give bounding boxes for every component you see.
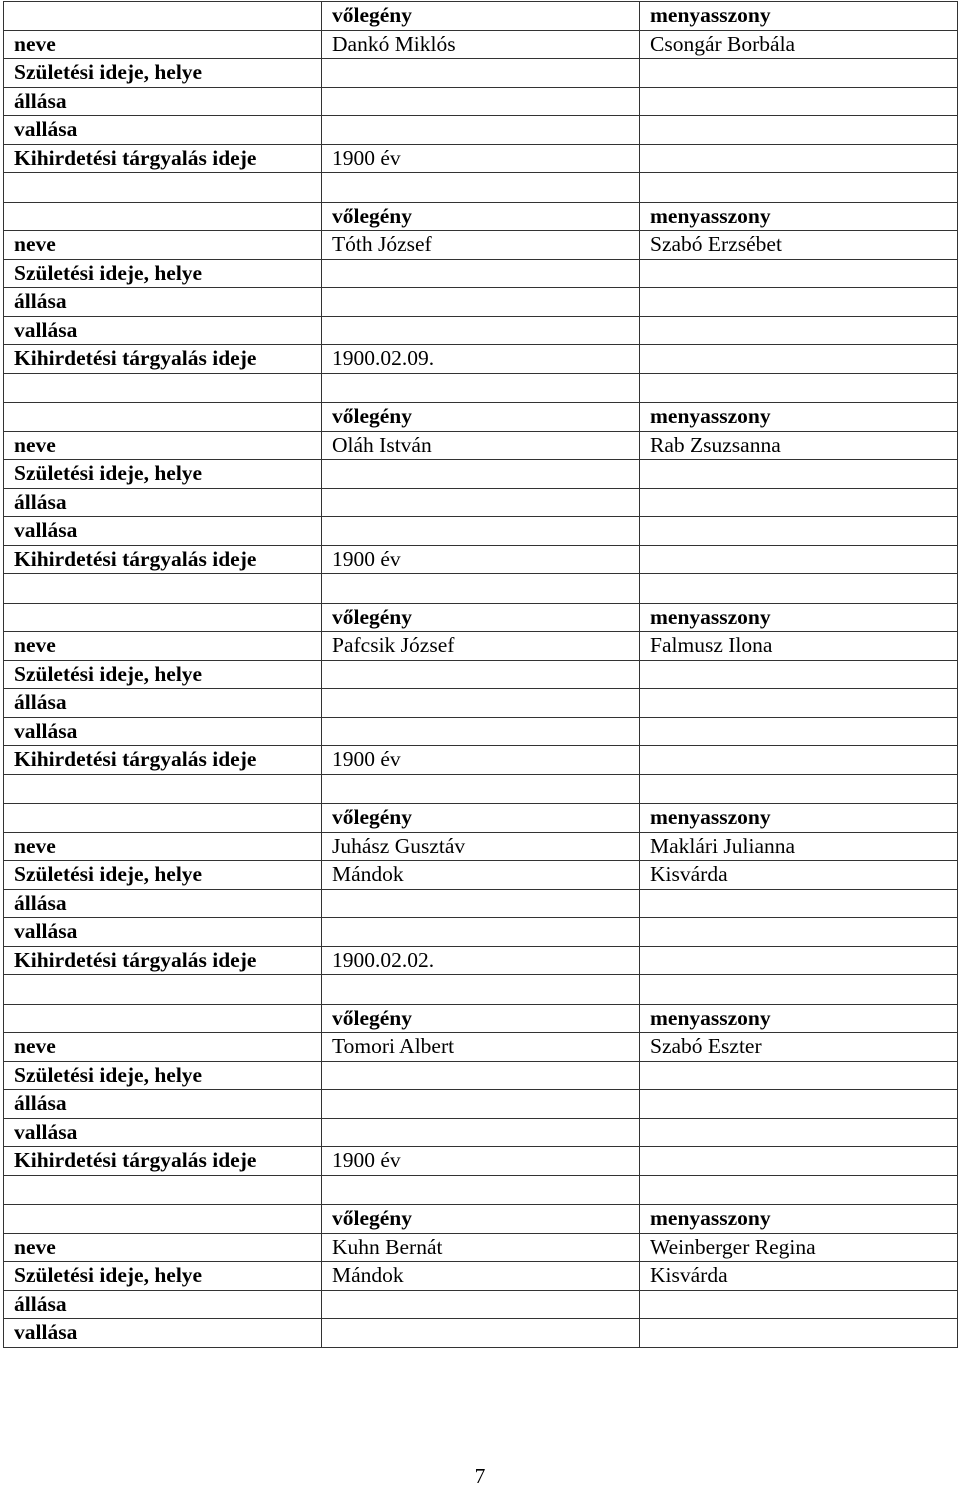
bride-occupation	[640, 87, 958, 116]
bride-religion	[640, 316, 958, 345]
bride-occupation	[640, 689, 958, 718]
label-cell-empty	[4, 403, 322, 432]
groom-occupation	[322, 87, 640, 116]
groom-name: Kuhn Bernát	[322, 1233, 640, 1262]
groom-religion	[322, 717, 640, 746]
groom-birth	[322, 460, 640, 489]
label-cell-empty	[4, 202, 322, 231]
record-name-row	[4, 431, 958, 460]
record-separator-row	[4, 173, 958, 203]
religion-label: vallása	[4, 918, 322, 947]
record-birth-row	[4, 861, 958, 890]
record-separator-row	[4, 774, 958, 804]
bride-occupation	[640, 288, 958, 317]
record-announcement-row	[4, 746, 958, 775]
groom-religion	[322, 1118, 640, 1147]
record-birth-row	[4, 1061, 958, 1090]
bride-birth	[640, 460, 958, 489]
record-occupation-row	[4, 889, 958, 918]
bride-heading: menyasszony	[640, 2, 958, 31]
groom-heading: vőlegény	[322, 202, 640, 231]
label-cell-empty	[4, 1004, 322, 1033]
announcement-empty	[640, 545, 958, 574]
occupation-label: állása	[4, 87, 322, 116]
bride-name: Maklári Julianna	[640, 832, 958, 861]
record-birth-row	[4, 59, 958, 88]
separator-cell	[4, 373, 322, 403]
label-cell-empty	[4, 1205, 322, 1234]
bride-name: Rab Zsuzsanna	[640, 431, 958, 460]
birth-label: Születési ideje, helye	[4, 1262, 322, 1291]
bride-heading: menyasszony	[640, 804, 958, 833]
record-birth-row	[4, 460, 958, 489]
name-label: neve	[4, 431, 322, 460]
record-religion-row	[4, 116, 958, 145]
groom-heading: vőlegény	[322, 804, 640, 833]
record-header-row	[4, 403, 958, 432]
birth-label: Születési ideje, helye	[4, 1061, 322, 1090]
announcement-label: Kihirdetési tárgyalás ideje	[4, 1147, 322, 1176]
record-separator-row	[4, 975, 958, 1005]
bride-occupation	[640, 1290, 958, 1319]
separator-cell	[322, 774, 640, 804]
separator-cell	[322, 373, 640, 403]
groom-heading: vőlegény	[322, 2, 640, 31]
birth-label: Születési ideje, helye	[4, 59, 322, 88]
record-header-row	[4, 1205, 958, 1234]
bride-birth	[640, 259, 958, 288]
religion-label: vallása	[4, 1118, 322, 1147]
religion-label: vallása	[4, 517, 322, 546]
separator-cell	[640, 1175, 958, 1205]
occupation-label: állása	[4, 488, 322, 517]
record-announcement-row	[4, 946, 958, 975]
record-occupation-row	[4, 689, 958, 718]
label-cell-empty	[4, 804, 322, 833]
announcement-date: 1900.02.02.	[322, 946, 640, 975]
register-body	[4, 2, 958, 1348]
groom-name: Juhász Gusztáv	[322, 832, 640, 861]
separator-cell	[4, 1175, 322, 1205]
groom-birth	[322, 59, 640, 88]
groom-name: Tóth József	[322, 231, 640, 260]
separator-cell	[322, 574, 640, 604]
bride-name: Falmusz Ilona	[640, 632, 958, 661]
groom-occupation	[322, 488, 640, 517]
groom-name: Tomori Albert	[322, 1033, 640, 1062]
groom-birth: Mándok	[322, 1262, 640, 1291]
bride-heading: menyasszony	[640, 403, 958, 432]
groom-religion	[322, 918, 640, 947]
name-label: neve	[4, 231, 322, 260]
groom-occupation	[322, 1290, 640, 1319]
birth-label: Születési ideje, helye	[4, 660, 322, 689]
separator-cell	[322, 173, 640, 203]
groom-birth	[322, 1061, 640, 1090]
record-religion-row	[4, 1319, 958, 1348]
bride-name: Szabó Eszter	[640, 1033, 958, 1062]
bride-heading: menyasszony	[640, 603, 958, 632]
religion-label: vallása	[4, 1319, 322, 1348]
groom-heading: vőlegény	[322, 1004, 640, 1033]
groom-birth	[322, 660, 640, 689]
groom-name: Oláh István	[322, 431, 640, 460]
groom-occupation	[322, 689, 640, 718]
announcement-empty	[640, 1147, 958, 1176]
separator-cell	[322, 1175, 640, 1205]
record-occupation-row	[4, 87, 958, 116]
record-header-row	[4, 603, 958, 632]
announcement-empty	[640, 746, 958, 775]
separator-cell	[640, 373, 958, 403]
record-header-row	[4, 1004, 958, 1033]
record-header-row	[4, 804, 958, 833]
record-occupation-row	[4, 288, 958, 317]
bride-birth: Kisvárda	[640, 1262, 958, 1291]
record-name-row	[4, 30, 958, 59]
record-separator-row	[4, 574, 958, 604]
groom-heading: vőlegény	[322, 603, 640, 632]
groom-heading: vőlegény	[322, 1205, 640, 1234]
announcement-date: 1900 év	[322, 144, 640, 173]
separator-cell	[640, 975, 958, 1005]
groom-birth	[322, 259, 640, 288]
record-religion-row	[4, 717, 958, 746]
bride-religion	[640, 918, 958, 947]
announcement-date: 1900.02.09.	[322, 345, 640, 374]
announcement-label: Kihirdetési tárgyalás ideje	[4, 144, 322, 173]
record-occupation-row	[4, 1090, 958, 1119]
record-announcement-row	[4, 1147, 958, 1176]
announcement-label: Kihirdetési tárgyalás ideje	[4, 545, 322, 574]
announcement-date: 1900 év	[322, 1147, 640, 1176]
record-announcement-row	[4, 545, 958, 574]
record-announcement-row	[4, 144, 958, 173]
birth-label: Születési ideje, helye	[4, 861, 322, 890]
groom-occupation	[322, 889, 640, 918]
separator-cell	[4, 975, 322, 1005]
record-separator-row	[4, 373, 958, 403]
record-religion-row	[4, 918, 958, 947]
bride-name: Weinberger Regina	[640, 1233, 958, 1262]
announcement-date: 1900 év	[322, 746, 640, 775]
groom-religion	[322, 116, 640, 145]
record-header-row	[4, 2, 958, 31]
birth-label: Születési ideje, helye	[4, 460, 322, 489]
record-announcement-row	[4, 345, 958, 374]
name-label: neve	[4, 632, 322, 661]
record-name-row	[4, 1033, 958, 1062]
bride-name: Szabó Erzsébet	[640, 231, 958, 260]
separator-cell	[322, 975, 640, 1005]
name-label: neve	[4, 1233, 322, 1262]
name-label: neve	[4, 1033, 322, 1062]
groom-birth: Mándok	[322, 861, 640, 890]
occupation-label: állása	[4, 1290, 322, 1319]
record-occupation-row	[4, 488, 958, 517]
religion-label: vallása	[4, 316, 322, 345]
bride-religion	[640, 1319, 958, 1348]
announcement-label: Kihirdetési tárgyalás ideje	[4, 946, 322, 975]
name-label: neve	[4, 30, 322, 59]
label-cell-empty	[4, 603, 322, 632]
record-religion-row	[4, 316, 958, 345]
separator-cell	[4, 173, 322, 203]
announcement-empty	[640, 345, 958, 374]
record-birth-row	[4, 1262, 958, 1291]
religion-label: vallása	[4, 116, 322, 145]
announcement-empty	[640, 946, 958, 975]
announcement-empty	[640, 144, 958, 173]
record-religion-row	[4, 1118, 958, 1147]
record-name-row	[4, 832, 958, 861]
bride-heading: menyasszony	[640, 1205, 958, 1234]
bride-birth	[640, 660, 958, 689]
marriage-register-table	[3, 1, 958, 1348]
record-birth-row	[4, 259, 958, 288]
label-cell-empty	[4, 2, 322, 31]
occupation-label: állása	[4, 1090, 322, 1119]
bride-birth	[640, 1061, 958, 1090]
record-name-row	[4, 632, 958, 661]
separator-cell	[4, 574, 322, 604]
bride-occupation	[640, 889, 958, 918]
groom-occupation	[322, 288, 640, 317]
separator-cell	[640, 774, 958, 804]
groom-religion	[322, 316, 640, 345]
bride-birth: Kisvárda	[640, 861, 958, 890]
announcement-label: Kihirdetési tárgyalás ideje	[4, 345, 322, 374]
birth-label: Születési ideje, helye	[4, 259, 322, 288]
record-name-row	[4, 1233, 958, 1262]
record-name-row	[4, 231, 958, 260]
bride-heading: menyasszony	[640, 202, 958, 231]
groom-religion	[322, 1319, 640, 1348]
record-separator-row	[4, 1175, 958, 1205]
bride-occupation	[640, 1090, 958, 1119]
bride-religion	[640, 517, 958, 546]
bride-birth	[640, 59, 958, 88]
page-number: 7	[474, 1464, 486, 1488]
groom-religion	[322, 517, 640, 546]
bride-name: Csongár Borbála	[640, 30, 958, 59]
occupation-label: állása	[4, 889, 322, 918]
occupation-label: állása	[4, 288, 322, 317]
record-header-row	[4, 202, 958, 231]
name-label: neve	[4, 832, 322, 861]
record-occupation-row	[4, 1290, 958, 1319]
bride-heading: menyasszony	[640, 1004, 958, 1033]
bride-religion	[640, 116, 958, 145]
occupation-label: állása	[4, 689, 322, 718]
groom-heading: vőlegény	[322, 403, 640, 432]
groom-name: Dankó Miklós	[322, 30, 640, 59]
religion-label: vallása	[4, 717, 322, 746]
separator-cell	[4, 774, 322, 804]
groom-name: Pafcsik József	[322, 632, 640, 661]
announcement-date: 1900 év	[322, 545, 640, 574]
bride-religion	[640, 717, 958, 746]
bride-occupation	[640, 488, 958, 517]
separator-cell	[640, 173, 958, 203]
groom-occupation	[322, 1090, 640, 1119]
record-religion-row	[4, 517, 958, 546]
announcement-label: Kihirdetési tárgyalás ideje	[4, 746, 322, 775]
bride-religion	[640, 1118, 958, 1147]
separator-cell	[640, 574, 958, 604]
record-birth-row	[4, 660, 958, 689]
